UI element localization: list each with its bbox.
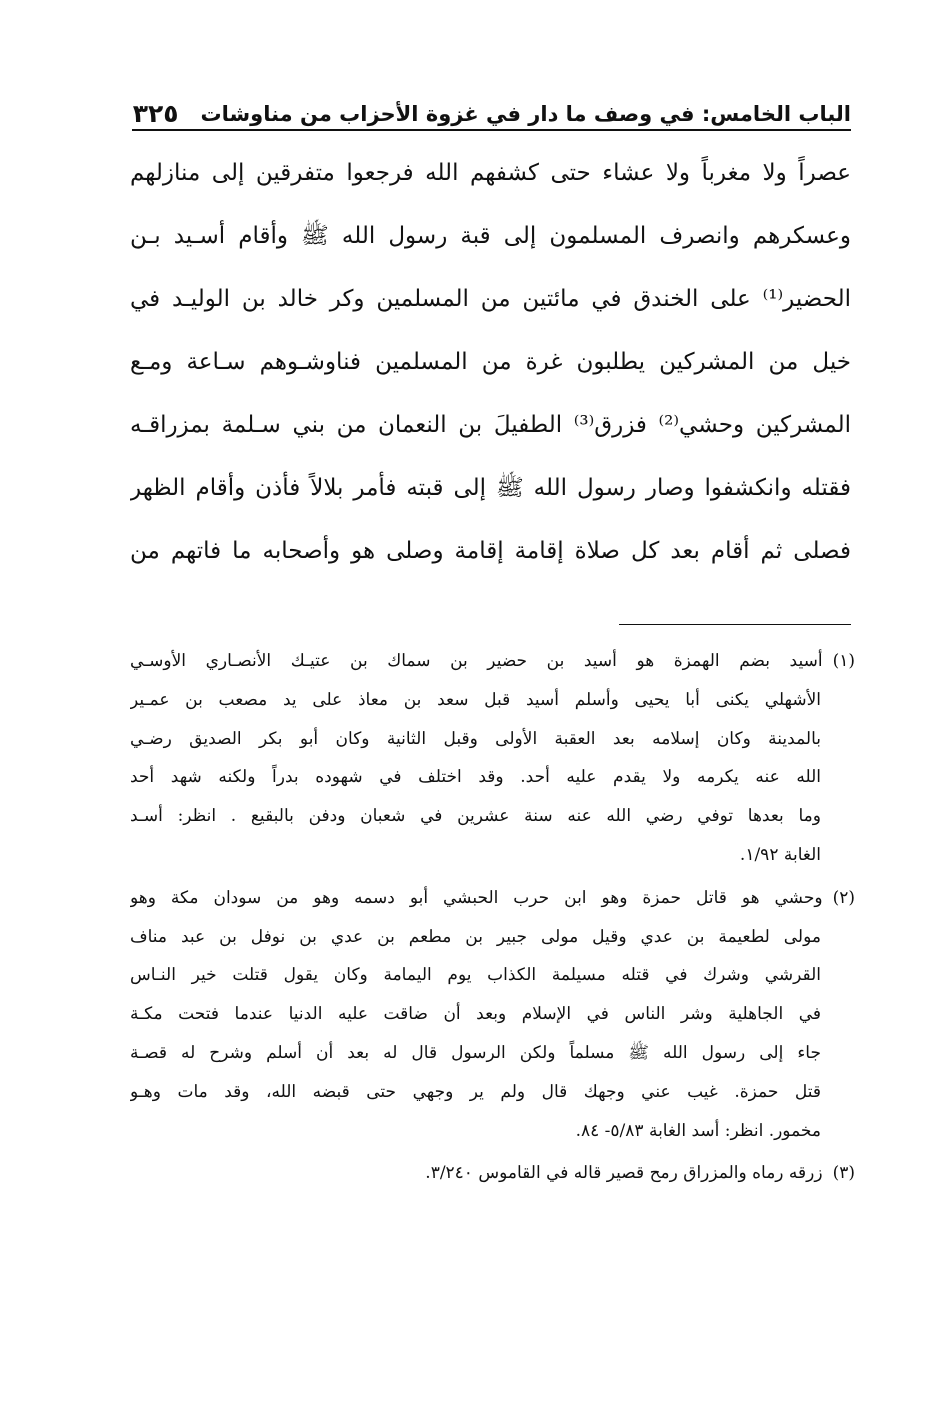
footnote-line: الغابة ١/٩٢. [739, 844, 821, 865]
main-text-line: الحضير⁽¹⁾ على الخندق في مائتين من المسلمين وكر خالد بن الوليـد في [130, 286, 851, 312]
footnote-1 [130, 642, 855, 875]
running-header [132, 88, 851, 128]
footnote-line: جاء إلى رسول الله ﷺ مسلماً ولكن الرسول قال له بعد أن أسلم وشرح له قصـة [130, 1042, 821, 1063]
footnote-text: وحشي هو قاتل حمزة وهو ابن حرب الحبشي أبو دسمه وهو من سودان مكة وهو [130, 887, 823, 908]
main-text-line: عصراً ولا مغرباً ولا عشاء حتى كشفهم الله فرجعوا متفرقين إلى منازلهم [130, 160, 851, 186]
footnote-line: وما بعدها توفي رضي الله عنه سنة عشرين في شعبان ودفن بالبقيع . انظر: أسـد [130, 806, 821, 827]
footnote-text: زرقه رماه والمزراق رمح قصير قاله في القاموس ٣/٢٤٠. [425, 1163, 823, 1184]
main-text-line: خيل من المشركين يطلبون غرة من المسلمين فناوشـوهم سـاعة ومـع [130, 349, 851, 375]
header-rule [132, 129, 851, 131]
footnote-line: الله عنه يكرمه ولا يقدم عليه أحد. وقد اختلف في شهوده بدراً ولكنه شهد أحد [130, 767, 821, 788]
footnote-line: القرشي وشرك في قتله مسيلمة الكذاب يوم اليمامة وكان يقول قتلت خير النـاس [130, 965, 821, 986]
main-text-line: وعسكرهم وانصرف المسلمون إلى قبة رسول الله ﷺ وأقام أسـيد بـن [130, 223, 851, 249]
footnote-text: أسيد بضم الهمزة هو أسيد بن حضير بن سماك بن عتيـك الأنصـاري الأوسـي [130, 651, 823, 671]
footnotes-block [130, 642, 855, 1197]
main-text-line: المشركين وحشي⁽²⁾ فزرق⁽³⁾ الطفيلَ بن النعمان من بني سـلمة بمزراقـه [130, 412, 851, 438]
footnote-line: الأشهلي يكنى أبا يحيى وأسلم أسيد قبل سعد بن معاذ على يد مصعب بن عمـير [130, 689, 821, 710]
footnote-line: مولى لطعيمة بن عدي وقيل مولى جبير بن مطعم بن عدي بن نوفل بن عبد مناف [130, 926, 821, 947]
footnote-line: في الجاهلية وشر الناس في الإسلام وبعد أن ضاقت عليه الدنيا عندما فتحت مكـة [130, 1004, 821, 1025]
main-text-block [130, 142, 851, 583]
chapter-title: الباب الخامس: في وصف ما دار في غزوة الأحزاب من مناوشات [200, 102, 851, 126]
footnote-number: (١) [832, 651, 855, 671]
footnote-2 [130, 879, 855, 1151]
footnote-line [130, 642, 855, 681]
footnote-3 [130, 1154, 855, 1193]
main-text-line: فصلى ثم أقام بعد كل صلاة إقامة إقامة وصلى هو وأصحابه ما فاتهم من [130, 538, 851, 564]
footnote-line [130, 1154, 855, 1193]
footnote-number: (٢) [832, 887, 855, 908]
footnote-line: بالمدينة وكان إسلامه بعد العقبة الأولى وقبل الثانية وكان أبو بكر الصديق رضـي [130, 728, 821, 749]
footnote-separator [619, 624, 851, 625]
footnote-number: (٣) [832, 1163, 855, 1184]
footnote-line: مخمور. انظر: أسد الغابة ٥/٨٣- ٨٤. [575, 1120, 821, 1141]
footnote-line: قتل حمزة. غيب عني وجهك قال ولم ير وجهي حتى قبضه الله، وقد مات وهـو [130, 1081, 821, 1102]
main-text-line: فقتله وانكشفوا وصار رسول الله ﷺ إلى قبته فأمر بلالاً فأذن وأقام الظهر [130, 475, 851, 501]
footnote-line [130, 879, 855, 918]
page-number: ٣٢٥ [132, 99, 179, 128]
